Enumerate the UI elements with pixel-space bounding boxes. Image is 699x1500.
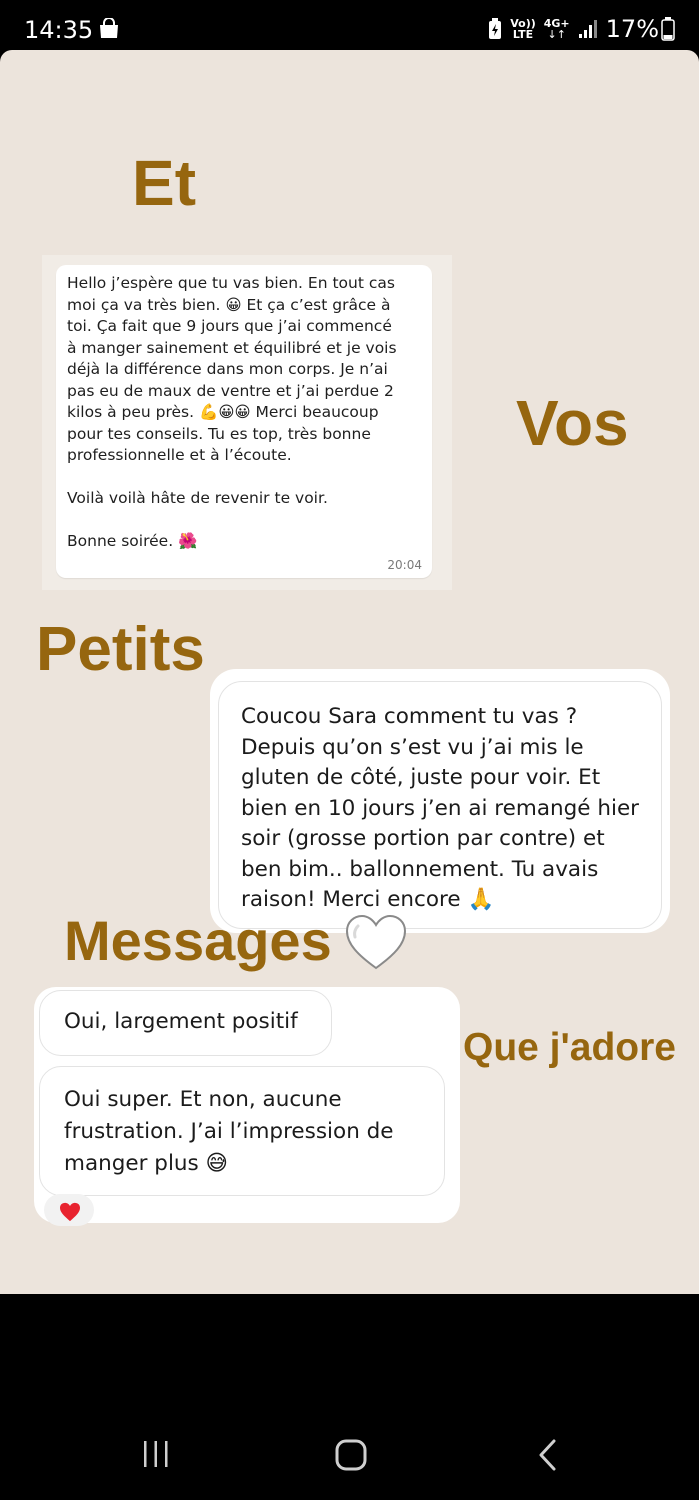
overlay-word-et: Et xyxy=(132,147,196,219)
story-card[interactable] xyxy=(0,50,699,1294)
heart-icon xyxy=(58,1202,82,1222)
network-type-indicator xyxy=(544,18,570,40)
back-icon[interactable] xyxy=(536,1438,560,1472)
whatsapp-message-time: 20:04 xyxy=(387,558,422,572)
network-type-label: 4G+ xyxy=(543,17,570,30)
status-bar xyxy=(0,0,699,50)
reply-1-text: Oui, largement positif xyxy=(64,1009,298,1034)
battery-percent: 17% xyxy=(605,15,659,43)
data-activity-arrows: ↓↑ xyxy=(547,28,566,41)
reply-2-text: Oui super. Et non, aucune frustration. J’ai l’impression de manger plus 😅 xyxy=(64,1087,394,1176)
volte-indicator xyxy=(510,18,536,40)
message-screenshot-3 xyxy=(34,987,460,1223)
lte-label: LTE xyxy=(512,28,534,41)
navigation-bar xyxy=(0,1400,699,1500)
overlay-word-petits: Petits xyxy=(36,615,205,684)
white-heart-icon xyxy=(343,914,409,972)
battery-icon xyxy=(661,17,675,41)
whatsapp-message-bubble xyxy=(56,265,432,578)
signal-icon xyxy=(578,19,598,39)
message-screenshot-2 xyxy=(210,669,670,933)
overlay-word-messages: Messages xyxy=(64,909,332,972)
home-icon[interactable] xyxy=(334,1438,368,1472)
battery-saver-icon xyxy=(488,18,502,40)
recent-apps-icon[interactable] xyxy=(140,1438,172,1470)
status-icons xyxy=(488,14,675,44)
status-time: 14:35 xyxy=(24,16,94,44)
overlay-word-que-jadore: Que j'adore xyxy=(463,1026,676,1069)
whatsapp-screenshot xyxy=(42,255,452,590)
message-2-text: Coucou Sara comment tu vas ? Depuis qu’on s’est vu j’ai mis le gluten de côté, juste pour voir. Et bien en 10 jours j’en ai remangé hier soir (grosse portion par contre) et ben bim.. ballonnement. Tu avais raison! Merci encore 🙏 xyxy=(241,704,640,912)
whatsapp-message-text: Hello j’espère que tu vas bien. En tout cas moi ça va très bien. 😀 Et ça c’est grâce à toi. Ça fait que 9 jours que j’ai commencé à manger sainement et équilibré et je vois déjà la différence dans mon corps. Je n’ai pas eu de maux de ventre et j’ai perdue 2 kilos à peu près. 💪😀😀 Merci beaucoup pour tes conseils. Tu es top, très bonne professionnelle et à l’écoute. Voilà voilà hâte de revenir te voir. Bonne soirée. 🌺 xyxy=(67,274,397,550)
shopping-bag-icon xyxy=(98,18,120,40)
overlay-word-vos: Vos xyxy=(516,387,629,459)
volte-label: Vo)) xyxy=(510,17,536,30)
